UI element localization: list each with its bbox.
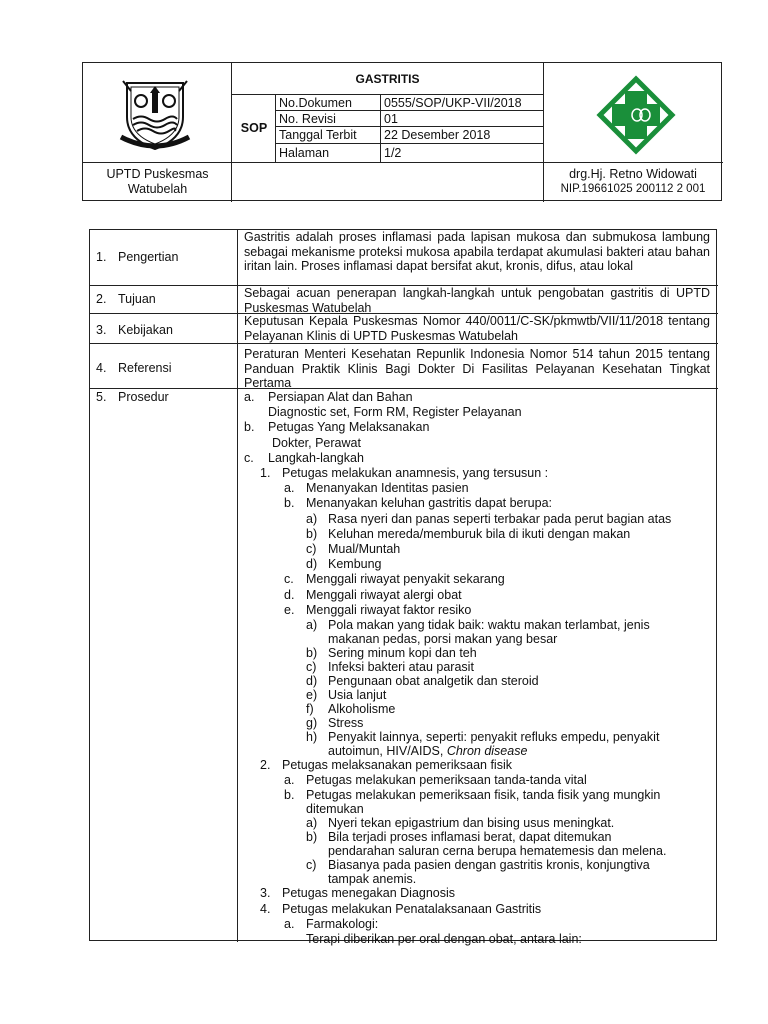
list-item: d) Pengunaan obat analgetik dan steroid (306, 674, 539, 689)
list-item: b. Petugas melakukan pemeriksaan fisik, tanda fisik yang mungkin (284, 788, 661, 803)
list-item: a) Rasa nyeri dan panas seperti terbakar pada perut bagian atas (306, 511, 672, 526)
list-item-detail: Diagnostic set, Form RM, Register Pelayanan (268, 405, 522, 420)
list-item-continuation: makanan pedas, porsi makan yang besar (328, 632, 558, 647)
list-item: 2. Petugas melaksanakan pemeriksaan fisik (260, 758, 512, 773)
doc-number-label: No.Dokumen (279, 96, 352, 110)
signatory-name: drg.Hj. Retno Widowati (569, 167, 697, 181)
section-label-prosedur: 5. Prosedur (96, 390, 169, 404)
revision-value: 01 (384, 112, 398, 126)
list-item: h) Penyakit lainnya, seperti: penyakit refluks empedu, penyakit (306, 730, 660, 745)
list-item: b) Keluhan mereda/memburuk bila di ikuti dengan makan (306, 526, 631, 541)
list-item: c. Langkah-langkah (244, 450, 364, 465)
section-label-referensi: 4. Referensi (96, 361, 172, 375)
prosedur-list (244, 390, 714, 947)
list-item-continuation: ditemukan (306, 802, 364, 817)
list-item-continuation: autoimun, HIV/AIDS, Chron disease (328, 744, 528, 759)
list-item: c. Menggali riwayat penyakit sekarang (284, 572, 505, 587)
list-item: b. Petugas Yang Melaksanakan (244, 420, 430, 435)
list-item: b. Menanyakan keluhan gastritis dapat berupa: (284, 496, 552, 511)
list-item: a. Farmakologi: (284, 916, 379, 931)
sop-content-table (89, 229, 717, 947)
sop-label: SOP (240, 121, 268, 135)
list-item: b) Sering minum kopi dan teh (306, 646, 477, 661)
list-item-detail: Dokter, Perawat (272, 435, 361, 450)
section-label-tujuan: 2. Tujuan (96, 292, 156, 306)
list-item: d) Kembung (306, 557, 382, 572)
issue-date-value: 22 Desember 2018 (384, 128, 491, 142)
list-item: e) Usia lanjut (306, 688, 387, 703)
list-item: d. Menggali riwayat alergi obat (284, 587, 462, 602)
revision-label: No. Revisi (279, 112, 336, 126)
pengertian-text: Gastritis adalah proses inflamasi pada lapisan mukosa dan submukosa lambung sebagai mekanisme proteksi mukosa apabila terdapat akumulasi bakteri atau bahan iritan lain. Proses inflamasi dapat bersifat akut, kronis, difus, atau lokal (244, 230, 710, 273)
list-item: a. Petugas melakukan pemeriksaan tanda-tanda vital (284, 773, 587, 788)
puskesmas-green-cross-logo (596, 75, 676, 155)
list-item: e. Menggali riwayat faktor resiko (284, 602, 472, 617)
issue-date-label: Tanggal Terbit (279, 128, 357, 142)
list-item: a) Pola makan yang tidak baik: waktu makan terlambat, jenis (306, 618, 650, 633)
signatory (543, 167, 723, 197)
sop-header-table (82, 62, 722, 201)
list-item: c) Infeksi bakteri atau parasit (306, 660, 474, 675)
list-item: c) Mual/Muntah (306, 542, 401, 557)
list-item-continuation: tampak anemis. (328, 872, 417, 887)
list-item: a) Nyeri tekan epigastrium dan bising usus meningkat. (306, 816, 615, 831)
list-item: g) Stress (306, 716, 364, 731)
page-label: Halaman (279, 146, 330, 160)
list-item: f) Alkoholisme (306, 702, 396, 717)
page-value: 1/2 (384, 146, 402, 160)
list-item-detail: Terapi diberikan per oral dengan obat, antara lain: (306, 932, 582, 947)
signatory-nip: NIP.19661025 200112 2 001 (560, 183, 706, 195)
section-label-pengertian: 1. Pengertian (96, 250, 179, 264)
regency-emblem-logo (119, 77, 191, 152)
institution-name: UPTD Puskesmas Watubelah (106, 167, 209, 196)
section-label-kebijakan: 3. Kebijakan (96, 323, 173, 337)
referensi-text: Peraturan Menteri Kesehatan Repunlik Indonesia Nomor 514 tahun 2015 tentang Panduan Praktik Klinis Bagi Dokter Di Fasilitas Pelayanan Kesehatan Tingkat Pertama (244, 347, 710, 390)
kebijakan-text: Keputusan Kepala Puskesmas Nomor 440/0011/C-SK/pkmwtb/VII/11/2018 tentang Pelayanan Klinis di UPTD Puskesmas Watubelah (244, 314, 710, 343)
list-item-continuation: pendarahan saluran cerna berupa hematemesis dan melena. (328, 844, 667, 859)
list-item: a. Persiapan Alat dan Bahan (244, 390, 413, 404)
doc-number-value: 0555/SOP/UKP-VII/2018 (384, 96, 522, 110)
list-item: b) Bila terjadi proses inflamasi berat, dapat ditemukan (306, 830, 612, 845)
tujuan-text: Sebagai acuan penerapan langkah-langkah untuk pengobatan gastritis di UPTD Puskesmas Watubelah (244, 286, 710, 315)
list-item: 3. Petugas menegakan Diagnosis (260, 886, 456, 901)
list-item: c) Biasanya pada pasien dengan gastritis kronis, konjungtiva (306, 858, 650, 873)
document-title: GASTRITIS (355, 72, 420, 86)
list-item: a. Menanyakan Identitas pasien (284, 481, 469, 496)
list-item: 1. Petugas melakukan anamnesis, yang tersusun : (260, 466, 549, 481)
list-item: 4. Petugas melakukan Penatalaksanaan Gastritis (260, 901, 542, 916)
